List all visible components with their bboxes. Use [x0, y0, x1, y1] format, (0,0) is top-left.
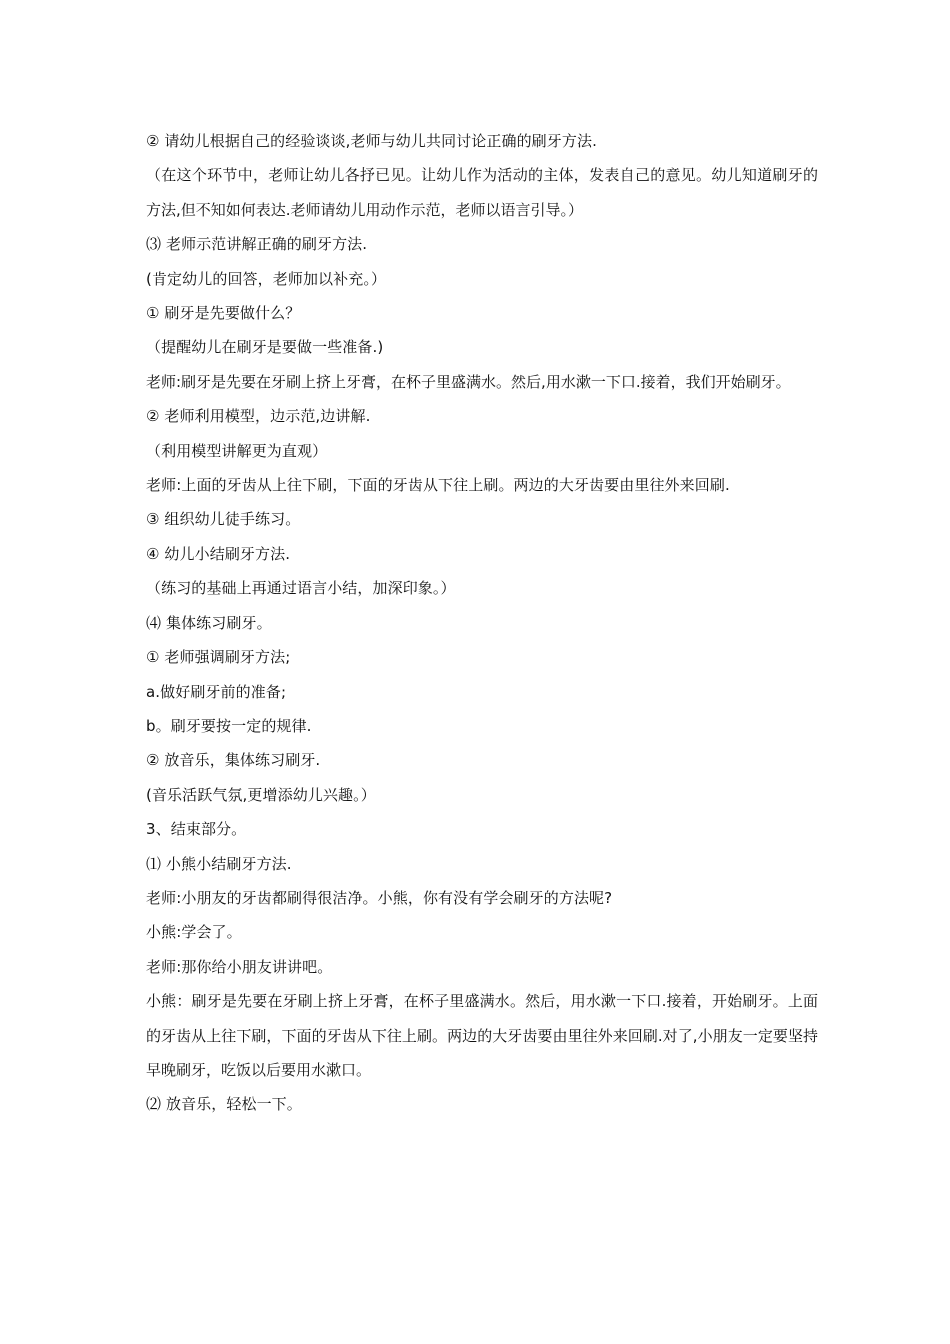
step-summary: ④ 幼儿小结刷牙方法.	[146, 544, 291, 563]
point-a: a.做好刷牙前的准备;	[146, 682, 287, 701]
teacher-speech-brushing: 老师:上面的牙齿从上往下刷，下面的牙齿从下往上刷。两边的大牙齿要由里往外来回刷.	[146, 476, 730, 495]
note-prepare: （提醒幼儿在刷牙是要做一些准备.)	[146, 338, 384, 357]
step-relax-music: ⑵ 放音乐，轻松一下。	[146, 1095, 302, 1114]
bear-speech-reply: 小熊:学会了。	[146, 923, 242, 942]
note-children-share: （在这个环节中，老师让幼儿各抒已见。让幼儿作为活动的主体，发表自己的意见。幼儿知道刷牙的方法,但不知如何表达.老师请幼儿用动作示范，老师以语言引导。）	[146, 166, 818, 219]
teacher-speech-prepare: 老师:刷牙是先要在牙刷上挤上牙膏，在杯子里盛满水。然后,用水漱一下口.接着，我们开始刷牙。	[146, 372, 791, 391]
bear-speech-explain: 小熊：刷牙是先要在牙刷上挤上牙膏，在杯子里盛满水。然后，用水漱一下口.接着，开始刷牙。上面的牙齿从上往下刷，下面的牙齿从下往上刷。两边的大牙齿要由里往外来回刷.对了,小朋友一定要坚持早晚刷牙，吃饭以后要用水漱口。	[146, 992, 818, 1079]
step-emphasize-method: ① 老师强调刷牙方法;	[146, 648, 291, 667]
step-model-demo: ② 老师利用模型，边示范,边讲解.	[146, 407, 371, 426]
step-discuss-method: ② 请幼儿根据自己的经验谈谈,老师与幼儿共同讨论正确的刷牙方法.	[146, 132, 597, 150]
section-group-practice: ⑷ 集体练习刷牙。	[146, 613, 272, 632]
step-first-question: ① 刷牙是先要做什么？	[146, 304, 301, 323]
note-model-intuitive: （利用模型讲解更为直观）	[146, 441, 328, 460]
point-b: b。刷牙要按一定的规律.	[146, 716, 312, 735]
teacher-speech-ask: 老师:那你给小朋友讲讲吧。	[146, 957, 333, 976]
document-body	[146, 124, 818, 1122]
note-music: (音乐活跃气氛,更增添幼儿兴趣。）	[146, 785, 376, 804]
step-music-practice: ② 放音乐，集体练习刷牙.	[146, 751, 321, 770]
section-teacher-demo: ⑶ 老师示范讲解正确的刷牙方法.	[146, 235, 368, 254]
teacher-speech-question: 老师:小朋友的牙齿都刷得很洁净。小熊，你有没有学会刷牙的方法呢?	[146, 888, 613, 907]
note-affirm-answers: (肯定幼儿的回答，老师加以补充。）	[146, 269, 387, 288]
step-practice: ③ 组织幼儿徒手练习。	[146, 510, 301, 529]
step-bear-summary: ⑴ 小熊小结刷牙方法.	[146, 854, 292, 873]
note-summary: （练习的基础上再通过语言小结，加深印象。）	[146, 579, 456, 598]
section-ending: 3、结束部分。	[146, 820, 247, 839]
